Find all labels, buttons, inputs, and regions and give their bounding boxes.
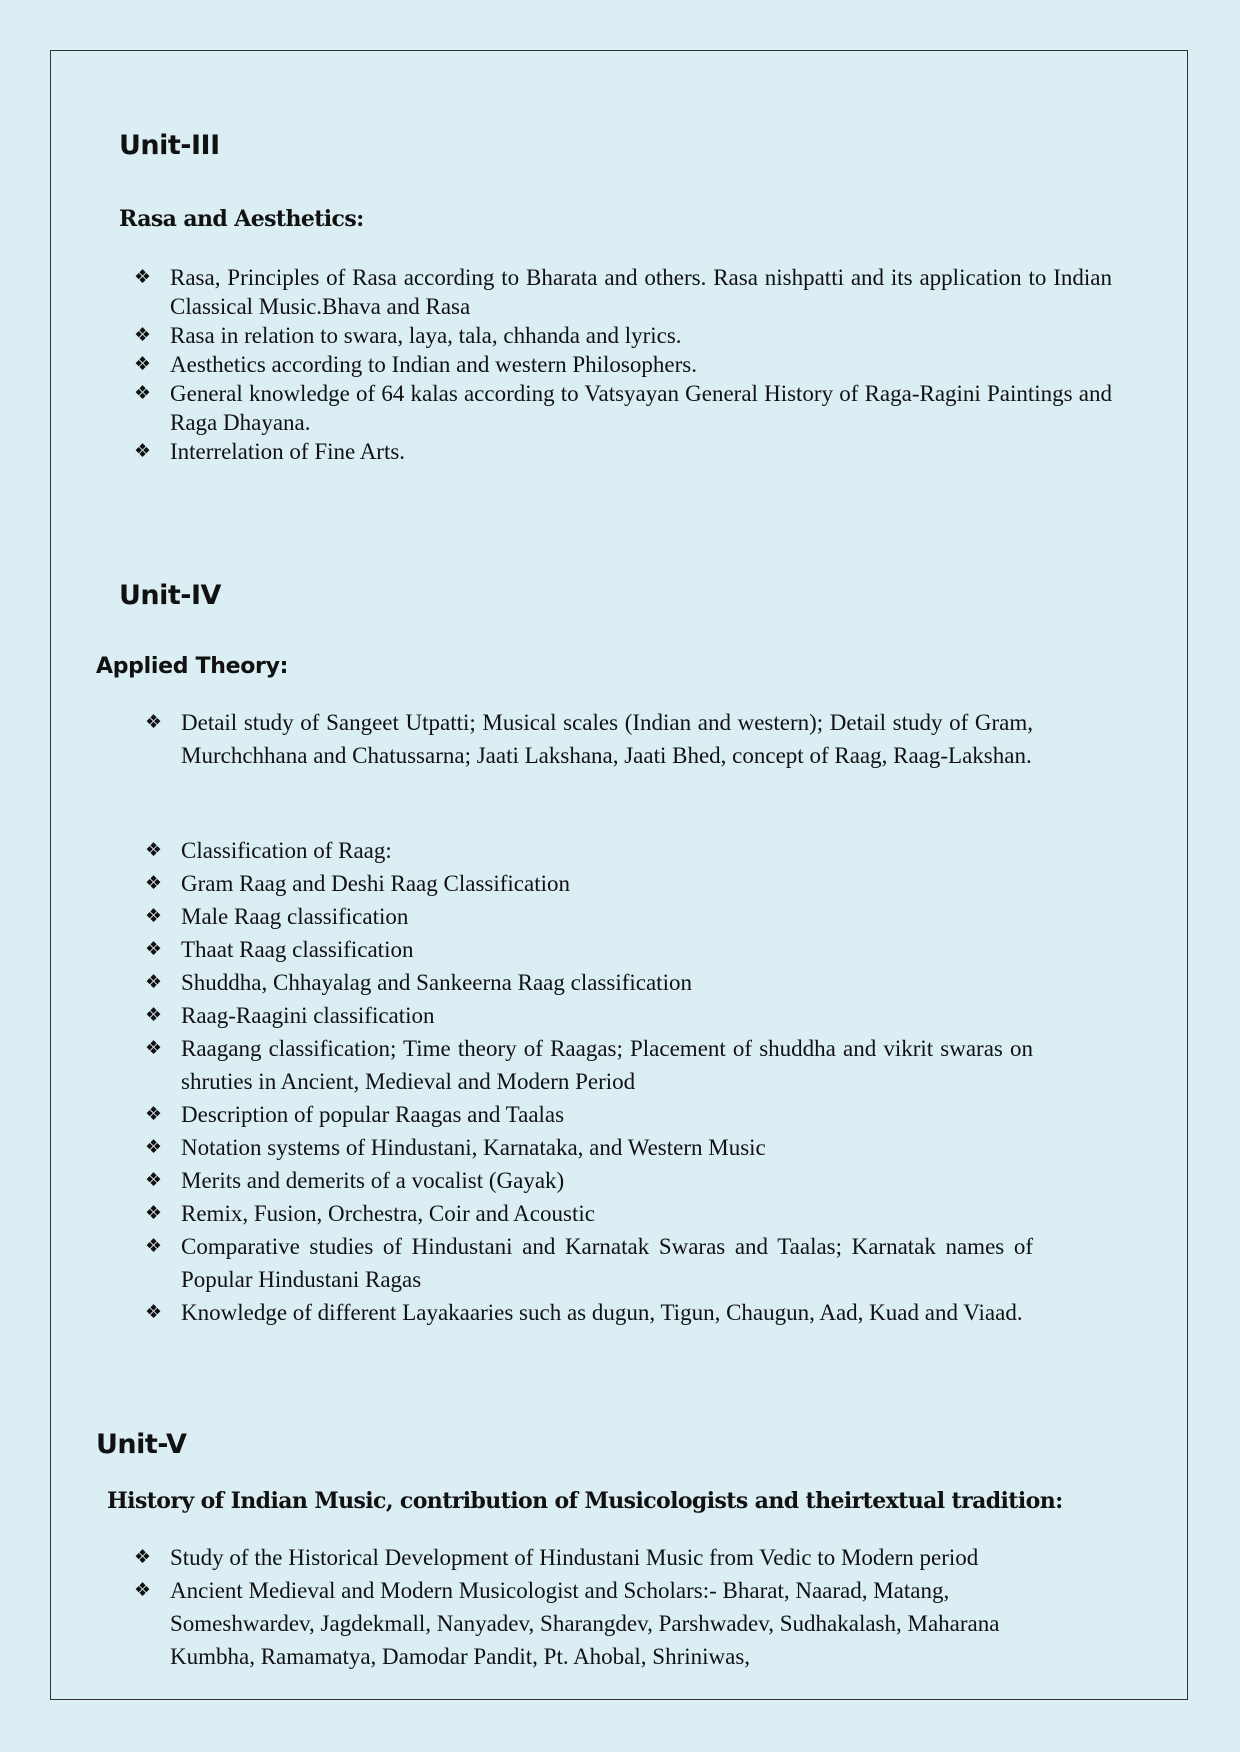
list-item: ❖ Aesthetics according to Indian and western Philosophers. — [134, 352, 697, 377]
list-item: ❖ Shuddha, Chhayalag and Sankeerna Raag classification — [181, 966, 1033, 999]
diamond-bullet-icon: ❖ — [145, 839, 163, 861]
list-item: ❖ Raag-Raagini classification — [181, 999, 1033, 1032]
list-item: ❖ Ancient Medieval and Modern Musicologist and Scholars:- Bharat, Naarad, Matang, Someshwardev, Jagdekmall, Nanyadev, Sharangdev, Parshwadev, Sudhakalash, Maharana Kumbha, Ramamatya, Damodar Pandit, Pt. Ahobal, Shriniwas, — [170, 1574, 1030, 1673]
unit-4-title: Unit-IV — [119, 580, 221, 611]
diamond-bullet-icon: ❖ — [134, 440, 152, 462]
diamond-bullet-icon: ❖ — [145, 905, 163, 927]
diamond-bullet-icon: ❖ — [145, 1103, 163, 1125]
diamond-bullet-icon: ❖ — [145, 872, 163, 894]
diamond-bullet-icon: ❖ — [145, 938, 163, 960]
diamond-bullet-icon: ❖ — [145, 1202, 163, 1224]
list-item: ❖ Knowledge of different Layakaaries such as dugun, Tigun, Chaugun, Aad, Kuad and Viaad. — [181, 1296, 1033, 1329]
diamond-bullet-icon: ❖ — [145, 1004, 163, 1026]
diamond-bullet-icon: ❖ — [145, 711, 163, 733]
diamond-bullet-icon: ❖ — [145, 1037, 163, 1059]
unit-5-list — [134, 1541, 1030, 1673]
unit-3-heading: Rasa and Aesthetics: — [119, 206, 364, 232]
list-item: ❖ Comparative studies of Hindustani and Karnatak Swaras and Taalas; Karnatak names of Popular Hindustani Ragas — [181, 1230, 1033, 1296]
list-item: ❖ Male Raag classification — [181, 900, 1033, 933]
list-item: ❖ Thaat Raag classification — [181, 933, 1033, 966]
unit-3-title: Unit-III — [119, 130, 220, 161]
diamond-bullet-icon: ❖ — [145, 1169, 163, 1191]
list-item: ❖ Interrelation of Fine Arts. — [134, 439, 406, 464]
unit-4-heading: Applied Theory: — [96, 654, 289, 679]
unit-5-title: Unit-V — [96, 1429, 187, 1460]
list-item: ❖ Study of the Historical Development of Hindustani Music from Vedic to Modern period — [170, 1541, 1030, 1574]
diamond-bullet-icon: ❖ — [145, 971, 163, 993]
diamond-bullet-icon: ❖ — [145, 1136, 163, 1158]
unit-5-heading: History of Indian Music, contribution of Musicologists and theirtextual tradition: — [107, 1488, 1063, 1514]
unit-4-first-list — [145, 706, 1033, 772]
list-item: ❖ Gram Raag and Deshi Raag Classification — [181, 867, 1033, 900]
list-item: ❖ Notation systems of Hindustani, Karnataka, and Western Music — [181, 1131, 1033, 1164]
diamond-bullet-icon: ❖ — [134, 266, 152, 288]
diamond-bullet-icon: ❖ — [145, 1235, 163, 1257]
unit-4-list — [145, 834, 1033, 1329]
list-item: ❖ Merits and demerits of a vocalist (Gayak) — [181, 1164, 1033, 1197]
diamond-bullet-icon: ❖ — [134, 1546, 152, 1568]
list-item: ❖ Rasa, Principles of Rasa according to Bharata and others. Rasa nishpatti and its application to Indian Classical Music.Bhava and Rasa — [134, 265, 1112, 319]
diamond-bullet-icon: ❖ — [145, 1301, 163, 1323]
list-item: ❖ Rasa in relation to swara, laya, tala, chhanda and lyrics. — [134, 323, 682, 348]
list-item: ❖ Remix, Fusion, Orchestra, Coir and Acoustic — [181, 1197, 1033, 1230]
diamond-bullet-icon: ❖ — [134, 1579, 152, 1601]
diamond-bullet-icon: ❖ — [134, 353, 152, 375]
list-item: ❖ Raagang classification; Time theory of Raagas; Placement of shuddha and vikrit swaras on shruties in Ancient, Medieval and Modern Period — [181, 1032, 1033, 1098]
list-item: ❖ Description of popular Raagas and Taalas — [181, 1098, 1033, 1131]
unit-3-list — [134, 263, 1112, 466]
diamond-bullet-icon: ❖ — [134, 324, 152, 346]
list-item: ❖ General knowledge of 64 kalas according to Vatsyayan General History of Raga-Ragini Paintings and Raga Dhayana. — [134, 381, 1112, 435]
list-item: ❖ Classification of Raag: — [181, 834, 1033, 867]
diamond-bullet-icon: ❖ — [134, 382, 152, 404]
list-item: ❖ Detail study of Sangeet Utpatti; Musical scales (Indian and western); Detail study of Gram, Murchchhana and Chatussarna; Jaati Lakshana, Jaati Bhed, concept of Raag, Raag-Lakshan. — [181, 706, 1033, 772]
